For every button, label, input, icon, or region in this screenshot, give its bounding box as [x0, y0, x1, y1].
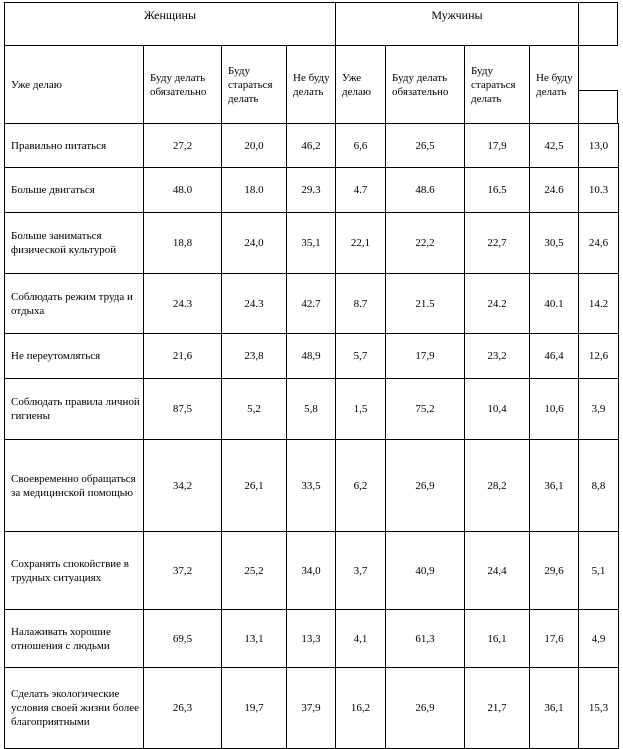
row-label: Налаживать хорошие отношения с людьми: [4, 609, 144, 668]
table-cell: 16,2: [335, 667, 386, 749]
table-cell: 18.0: [221, 167, 287, 213]
empty-header-cell: [578, 2, 618, 46]
table-cell: 27,2: [143, 123, 222, 168]
table-cell: 10,6: [529, 378, 579, 440]
table-cell: 61,3: [385, 609, 465, 668]
table-cell: 36,1: [529, 667, 579, 749]
table-cell: 22,7: [464, 212, 530, 274]
table-cell: 75,2: [385, 378, 465, 440]
table-cell: 40,9: [385, 531, 465, 610]
table-cell: 12,6: [578, 333, 619, 379]
table-cell: 4.7: [335, 167, 386, 213]
col-header-men-wont: Не буду делать: [529, 45, 579, 124]
row-label: Правильно питаться: [4, 123, 144, 168]
table-cell: 22,1: [335, 212, 386, 274]
table-cell: 19,7: [221, 667, 287, 749]
table-cell: 22,2: [385, 212, 465, 274]
table-cell: 42.7: [286, 273, 336, 334]
empty-subheader-cell: [578, 90, 618, 124]
row-label: Соблюдать режим труда и отдыха: [4, 273, 144, 334]
row-label: Сохранять спокойствие в трудных ситуациях: [4, 531, 144, 610]
table-cell: 26,1: [221, 439, 287, 532]
table-cell: 48.0: [143, 167, 222, 213]
table-cell: 17,9: [385, 333, 465, 379]
col-header-men-already: Уже делаю: [335, 45, 386, 124]
row-label: Не переутомляться: [4, 333, 144, 379]
table-cell: 87,5: [143, 378, 222, 440]
table-cell: 5,2: [221, 378, 287, 440]
table-cell: 21.5: [385, 273, 465, 334]
col-header-already: Уже делаю: [4, 45, 144, 124]
table-cell: 26,3: [143, 667, 222, 749]
table-cell: 16,1: [464, 609, 530, 668]
table-cell: 42,5: [529, 123, 579, 168]
table-cell: 10.3: [578, 167, 619, 213]
col-header-wont: Не буду делать: [286, 45, 336, 124]
table-cell: 21,6: [143, 333, 222, 379]
table-cell: 35,1: [286, 212, 336, 274]
table-cell: 14.2: [578, 273, 619, 334]
table-cell: 24.3: [221, 273, 287, 334]
table-cell: 24.3: [143, 273, 222, 334]
men-group-label: Мужчины: [431, 8, 483, 22]
table-cell: 5,8: [286, 378, 336, 440]
table-cell: 48,9: [286, 333, 336, 379]
table-cell: 24,6: [578, 212, 619, 274]
women-group-label: Женщины: [143, 8, 197, 22]
table-cell: 26,5: [385, 123, 465, 168]
table-cell: 24.6: [529, 167, 579, 213]
table-cell: 26,9: [385, 667, 465, 749]
table-cell: 23,8: [221, 333, 287, 379]
table-cell: 6,2: [335, 439, 386, 532]
table-cell: 37,2: [143, 531, 222, 610]
table-cell: 24.2: [464, 273, 530, 334]
col-header-will-try: Буду стараться делать: [221, 45, 287, 124]
table-cell: 8.7: [335, 273, 386, 334]
table-cell: 15,3: [578, 667, 619, 749]
table-cell: 23,2: [464, 333, 530, 379]
table-cell: 21,7: [464, 667, 530, 749]
table-cell: 6,6: [335, 123, 386, 168]
table-cell: 30,5: [529, 212, 579, 274]
table-cell: 29.3: [286, 167, 336, 213]
table-cell: 13,0: [578, 123, 619, 168]
table-cell: 36,1: [529, 439, 579, 532]
table-cell: 46,4: [529, 333, 579, 379]
table-cell: 4,1: [335, 609, 386, 668]
row-label: Сделать экологические условия своей жизни более благоприятными: [4, 667, 144, 749]
table-cell: 34,0: [286, 531, 336, 610]
table-cell: 5,1: [578, 531, 619, 610]
table-cell: 1,5: [335, 378, 386, 440]
table-cell: 17,9: [464, 123, 530, 168]
table-cell: 33,5: [286, 439, 336, 532]
table-cell: 3,9: [578, 378, 619, 440]
table-cell: 48.6: [385, 167, 465, 213]
row-label: Соблюдать правила личной гигиены: [4, 378, 144, 440]
table-cell: 8,8: [578, 439, 619, 532]
table-cell: 20,0: [221, 123, 287, 168]
table-cell: 34,2: [143, 439, 222, 532]
table-cell: 24,0: [221, 212, 287, 274]
table-cell: 3,7: [335, 531, 386, 610]
table-cell: 10,4: [464, 378, 530, 440]
table-cell: 18,8: [143, 212, 222, 274]
table-cell: 13,3: [286, 609, 336, 668]
table-cell: 40.1: [529, 273, 579, 334]
table-cell: 4,9: [578, 609, 619, 668]
table-cell: 26,9: [385, 439, 465, 532]
table-cell: 17,6: [529, 609, 579, 668]
table-cell: 5,7: [335, 333, 386, 379]
table-cell: 46,2: [286, 123, 336, 168]
men-group-header: [335, 2, 579, 46]
table-cell: 28,2: [464, 439, 530, 532]
col-header-will-do: Буду делать обязательно: [143, 45, 222, 124]
table-cell: 37,9: [286, 667, 336, 749]
row-label: Больше двигаться: [4, 167, 144, 213]
table-cell: 25,2: [221, 531, 287, 610]
table-cell: 69,5: [143, 609, 222, 668]
table-cell: 16.5: [464, 167, 530, 213]
col-header-men-will-do: Буду делать обязательно: [385, 45, 465, 124]
table-cell: 29,6: [529, 531, 579, 610]
women-group-header: [4, 2, 336, 46]
col-header-men-will-try: Буду стараться делать: [464, 45, 530, 124]
table-cell: 24,4: [464, 531, 530, 610]
row-label: Своевременно обращаться за медицинской помощью: [4, 439, 144, 532]
row-label: Больше заниматься физической культурой: [4, 212, 144, 274]
table-cell: 13,1: [221, 609, 287, 668]
